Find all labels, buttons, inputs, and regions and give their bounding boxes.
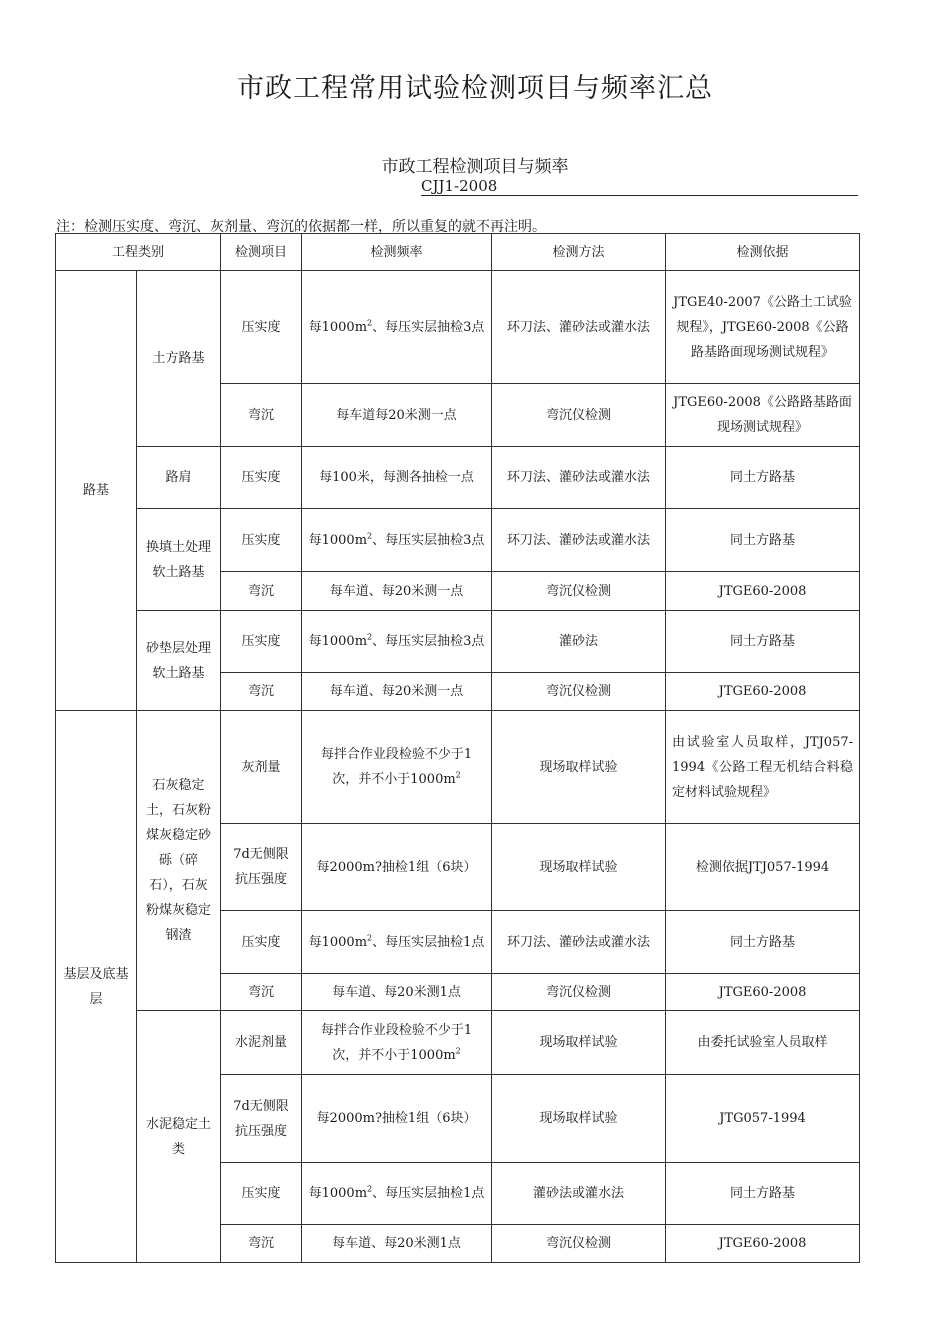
- cell-method: 弯沉仪检测: [492, 572, 666, 611]
- cell-frequency: 每$1000m^2$、每压实层抽检1点: [302, 1163, 492, 1225]
- cell-basis: JTG057-1994: [666, 1075, 860, 1163]
- cell-frequency: 每车道、每20米测一点: [302, 572, 492, 611]
- table-subtitle: 市政工程检测项目与频率: [381, 157, 569, 177]
- cell-basis: JTGE60-2008《公路路基路面现场测试规程》: [666, 384, 860, 447]
- table-row: [56, 271, 860, 384]
- cell-basis: 由试验室人员取样，JTJ057-1994《公路工程无机结合料稳定材料试验规程》: [666, 711, 860, 824]
- header-method: 检测方法: [492, 234, 666, 271]
- cell-method: 环刀法、灌砂法或灌水法: [492, 271, 666, 384]
- cell-item: 弯沉: [221, 572, 302, 611]
- cell-basis: 同土方路基: [666, 1163, 860, 1225]
- cell-item: 压实度: [221, 611, 302, 673]
- cell-basis: JTGE60-2008: [666, 1225, 860, 1263]
- cell-method: 现场取样试验: [492, 1011, 666, 1075]
- cell-item: 水泥剂量: [221, 1011, 302, 1075]
- cell-basis: 同土方路基: [666, 611, 860, 673]
- cell-method: 现场取样试验: [492, 824, 666, 911]
- cell-frequency: 每拌合作业段检验不少于1次，并不小于$1000m^2$: [302, 711, 492, 824]
- section-roadbed: 路基: [56, 271, 137, 711]
- cell-frequency: 每$1000m^2$、每压实层抽检3点: [302, 611, 492, 673]
- cell-item: 弯沉: [221, 1225, 302, 1263]
- cell-method: 环刀法、灌砂法或灌水法: [492, 447, 666, 509]
- cell-frequency: 每$1000m^2$、每压实层抽检1点: [302, 911, 492, 974]
- table-row: [56, 447, 860, 509]
- cell-item: 7d无侧限抗压强度: [221, 1075, 302, 1163]
- cell-basis: 同土方路基: [666, 509, 860, 572]
- table-row: [56, 509, 860, 572]
- cell-frequency: 每车道、每20米测一点: [302, 673, 492, 711]
- cell-method: 现场取样试验: [492, 1075, 666, 1163]
- cell-item: 压实度: [221, 271, 302, 384]
- standard-underline: [421, 195, 858, 196]
- group-cement-stabilized: 水泥稳定土类: [137, 1011, 221, 1263]
- cell-frequency: 每拌合作业段检验不少于1次，并不小于$1000m^2$: [302, 1011, 492, 1075]
- cell-basis: JTGE60-2008: [666, 673, 860, 711]
- note-text: 注：检测压实度、弯沉、灰剂量、弯沉的依据都一样，所以重复的就不再注明。: [56, 219, 546, 235]
- cell-item: 弯沉: [221, 673, 302, 711]
- group-lime-stabilized: 石灰稳定土，石灰粉煤灰稳定砂砾（碎石），石灰粉煤灰稳定钢渣: [137, 711, 221, 1011]
- standard-code: CJJ1-2008: [421, 177, 498, 195]
- cell-item: 弯沉: [221, 974, 302, 1011]
- cell-basis: 同土方路基: [666, 911, 860, 974]
- group-replacement: 换填土处理软土路基: [137, 509, 221, 611]
- header-frequency: 检测频率: [302, 234, 492, 271]
- cell-method: 灌砂法或灌水法: [492, 1163, 666, 1225]
- cell-method: 弯沉仪检测: [492, 974, 666, 1011]
- cell-item: 压实度: [221, 447, 302, 509]
- cell-method: 环刀法、灌砂法或灌水法: [492, 509, 666, 572]
- cell-basis: 检测依据JTJ057-1994: [666, 824, 860, 911]
- cell-basis: JTGE40-2007《公路土工试验规程》，JTGE60-2008《公路路基路面现场测试规程》: [666, 271, 860, 384]
- cell-item: 弯沉: [221, 384, 302, 447]
- cell-frequency: 每车道、每20米测1点: [302, 974, 492, 1011]
- cell-frequency: 每车道、每20米测1点: [302, 1225, 492, 1263]
- group-sand-cushion: 砂垫层处理软土路基: [137, 611, 221, 711]
- header-category: 工程类别: [56, 234, 221, 271]
- cell-item: 压实度: [221, 911, 302, 974]
- header-item: 检测项目: [221, 234, 302, 271]
- table-row: [56, 711, 860, 824]
- cell-basis: JTGE60-2008: [666, 572, 860, 611]
- cell-item: 压实度: [221, 509, 302, 572]
- document-title: 市政工程常用试验检测项目与频率汇总: [237, 73, 713, 104]
- cell-basis: 同土方路基: [666, 447, 860, 509]
- header-basis: 检测依据: [666, 234, 860, 271]
- cell-basis: JTGE60-2008: [666, 974, 860, 1011]
- header-row: [56, 234, 860, 271]
- cell-item: 灰剂量: [221, 711, 302, 824]
- cell-item: 7d无侧限抗压强度: [221, 824, 302, 911]
- section-base: 基层及底基层: [56, 711, 137, 1263]
- group-earthwork: 土方路基: [137, 271, 221, 447]
- cell-method: 弯沉仪检测: [492, 673, 666, 711]
- cell-frequency: 每$1000m^2$、每压实层抽检3点: [302, 271, 492, 384]
- cell-frequency: 每$1000m^2$、每压实层抽检3点: [302, 509, 492, 572]
- inspection-table: [55, 233, 860, 1263]
- group-shoulder: 路肩: [137, 447, 221, 509]
- cell-item: 压实度: [221, 1163, 302, 1225]
- cell-method: 灌砂法: [492, 611, 666, 673]
- table-row: [56, 1011, 860, 1075]
- cell-method: 环刀法、灌砂法或灌水法: [492, 911, 666, 974]
- cell-method: 弯沉仪检测: [492, 384, 666, 447]
- cell-frequency: 每2000m?抽检1组（6块）: [302, 1075, 492, 1163]
- cell-basis: 由委托试验室人员取样: [666, 1011, 860, 1075]
- table-row: [56, 611, 860, 673]
- cell-frequency: 每100米，每测各抽检一点: [302, 447, 492, 509]
- cell-method: 现场取样试验: [492, 711, 666, 824]
- cell-method: 弯沉仪检测: [492, 1225, 666, 1263]
- cell-frequency: 每车道每20米测一点: [302, 384, 492, 447]
- cell-frequency: 每2000m?抽检1组（6块）: [302, 824, 492, 911]
